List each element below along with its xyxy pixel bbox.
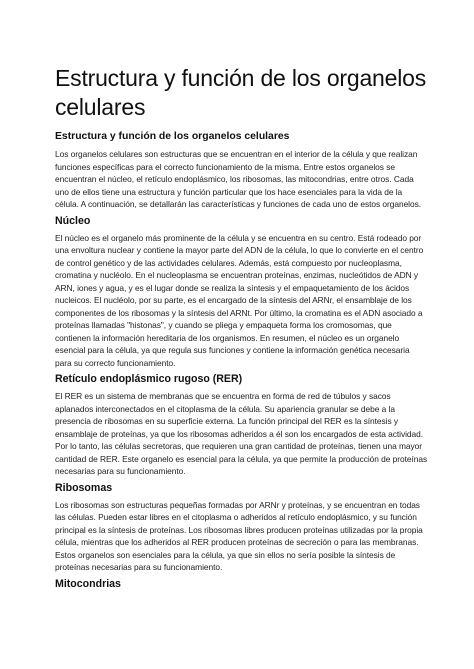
document-subtitle: Estructura y función de los organelos celulares	[55, 131, 290, 142]
document-title: Estructura y función de los organelos celulares	[55, 65, 427, 120]
section-body-rer: El RER es un sistema de membranas que se encuentra en forma de red de túbulos y sacos aplanados interconectados en el citoplasma de la célula. Su apariencia granular se debe a la presencia de ribosomas en su superficie externa. La función principal del RER es la síntesis y ensamblaje de proteínas, ya que los ribosomas adheridos a él son los encargados de esta actividad. Por lo tanto, las células secretoras, que requieren una gran cantidad de proteínas, tienen una mayor cantidad de RER. Este organelo es esencial para la célula, ya que permite la producción de proteínas necesarias para su funcionamiento.	[55, 391, 428, 476]
intro-paragraph: Los organelos celulares son estructuras que se encuentran en el interior de la célula y que realizan funciones específicas para el correcto funcionamiento de la misma. Entre estos organelos se encuentran el núcleo, el retículo endoplásmico, los ribosomas, las mitocondrias, entre otros. Cada uno de ellos tiene una estructura y función particular que los hace esenciales para la vida de la célula. A continuación, se detallarán las características y funciones de cada uno de estos organelos.	[55, 149, 422, 209]
section-body-ribosomas: Los ribosomas son estructuras pequeñas formadas por ARNr y proteínas, y se encuentran en todas las células. Pueden estar libres en el citoplasma o adheridos al retículo endoplásmico, y su función principal es la síntesis de proteínas. Los ribosomas libres producen proteínas utilizadas por la propia célula, mientras que los adheridos al RER producen proteínas de secreción o para las membranas. Estos organelos son esenciales para la célula, ya que sin ellos no sería posible la síntesis de proteínas necesarias para su funcionamiento.	[55, 499, 423, 572]
section-heading-mitocondrias: Mitocondrias	[55, 577, 121, 590]
section-heading-rer: Retículo endoplásmico rugoso (RER)	[55, 373, 243, 385]
section-body-nucleo: El núcleo es el organelo más prominente de la célula y se encuentra en su centro. Está rodeado por una envoltura nuclear y contiene la mayor parte del ADN de la célula, lo que lo convierte en el centro de control genético y de las actividades celulares. Además, está compuesto por nucleoplasma, cromatina y nucléolo. En el nucleoplasma se encuentran proteínas, enzimas, nucleótidos de ADN y ARN, iones y agua, y es el lugar donde se realiza la síntesis y el empaquetamiento de los ácidos nucleicos. El nucléolo, por su parte, es el encargado de la síntesis del ARNr, el ensamblaje de los componentes de los ribosomas y la síntesis del ARNt. Por último, la cromatina es el ADN asociado a proteínas llamadas "histonas", y cuando se pliega y empaqueta forma los cromosomas, que contienen la información hereditaria de los organismos. En resumen, el núcleo es un organelo esencial para la célula, ya que regula sus funciones y contiene la información genética necesaria para su correcto funcionamiento.	[55, 232, 424, 368]
section-heading-nucleo: Núcleo	[55, 214, 91, 227]
section-heading-ribosomas: Ribosomas	[55, 481, 113, 494]
